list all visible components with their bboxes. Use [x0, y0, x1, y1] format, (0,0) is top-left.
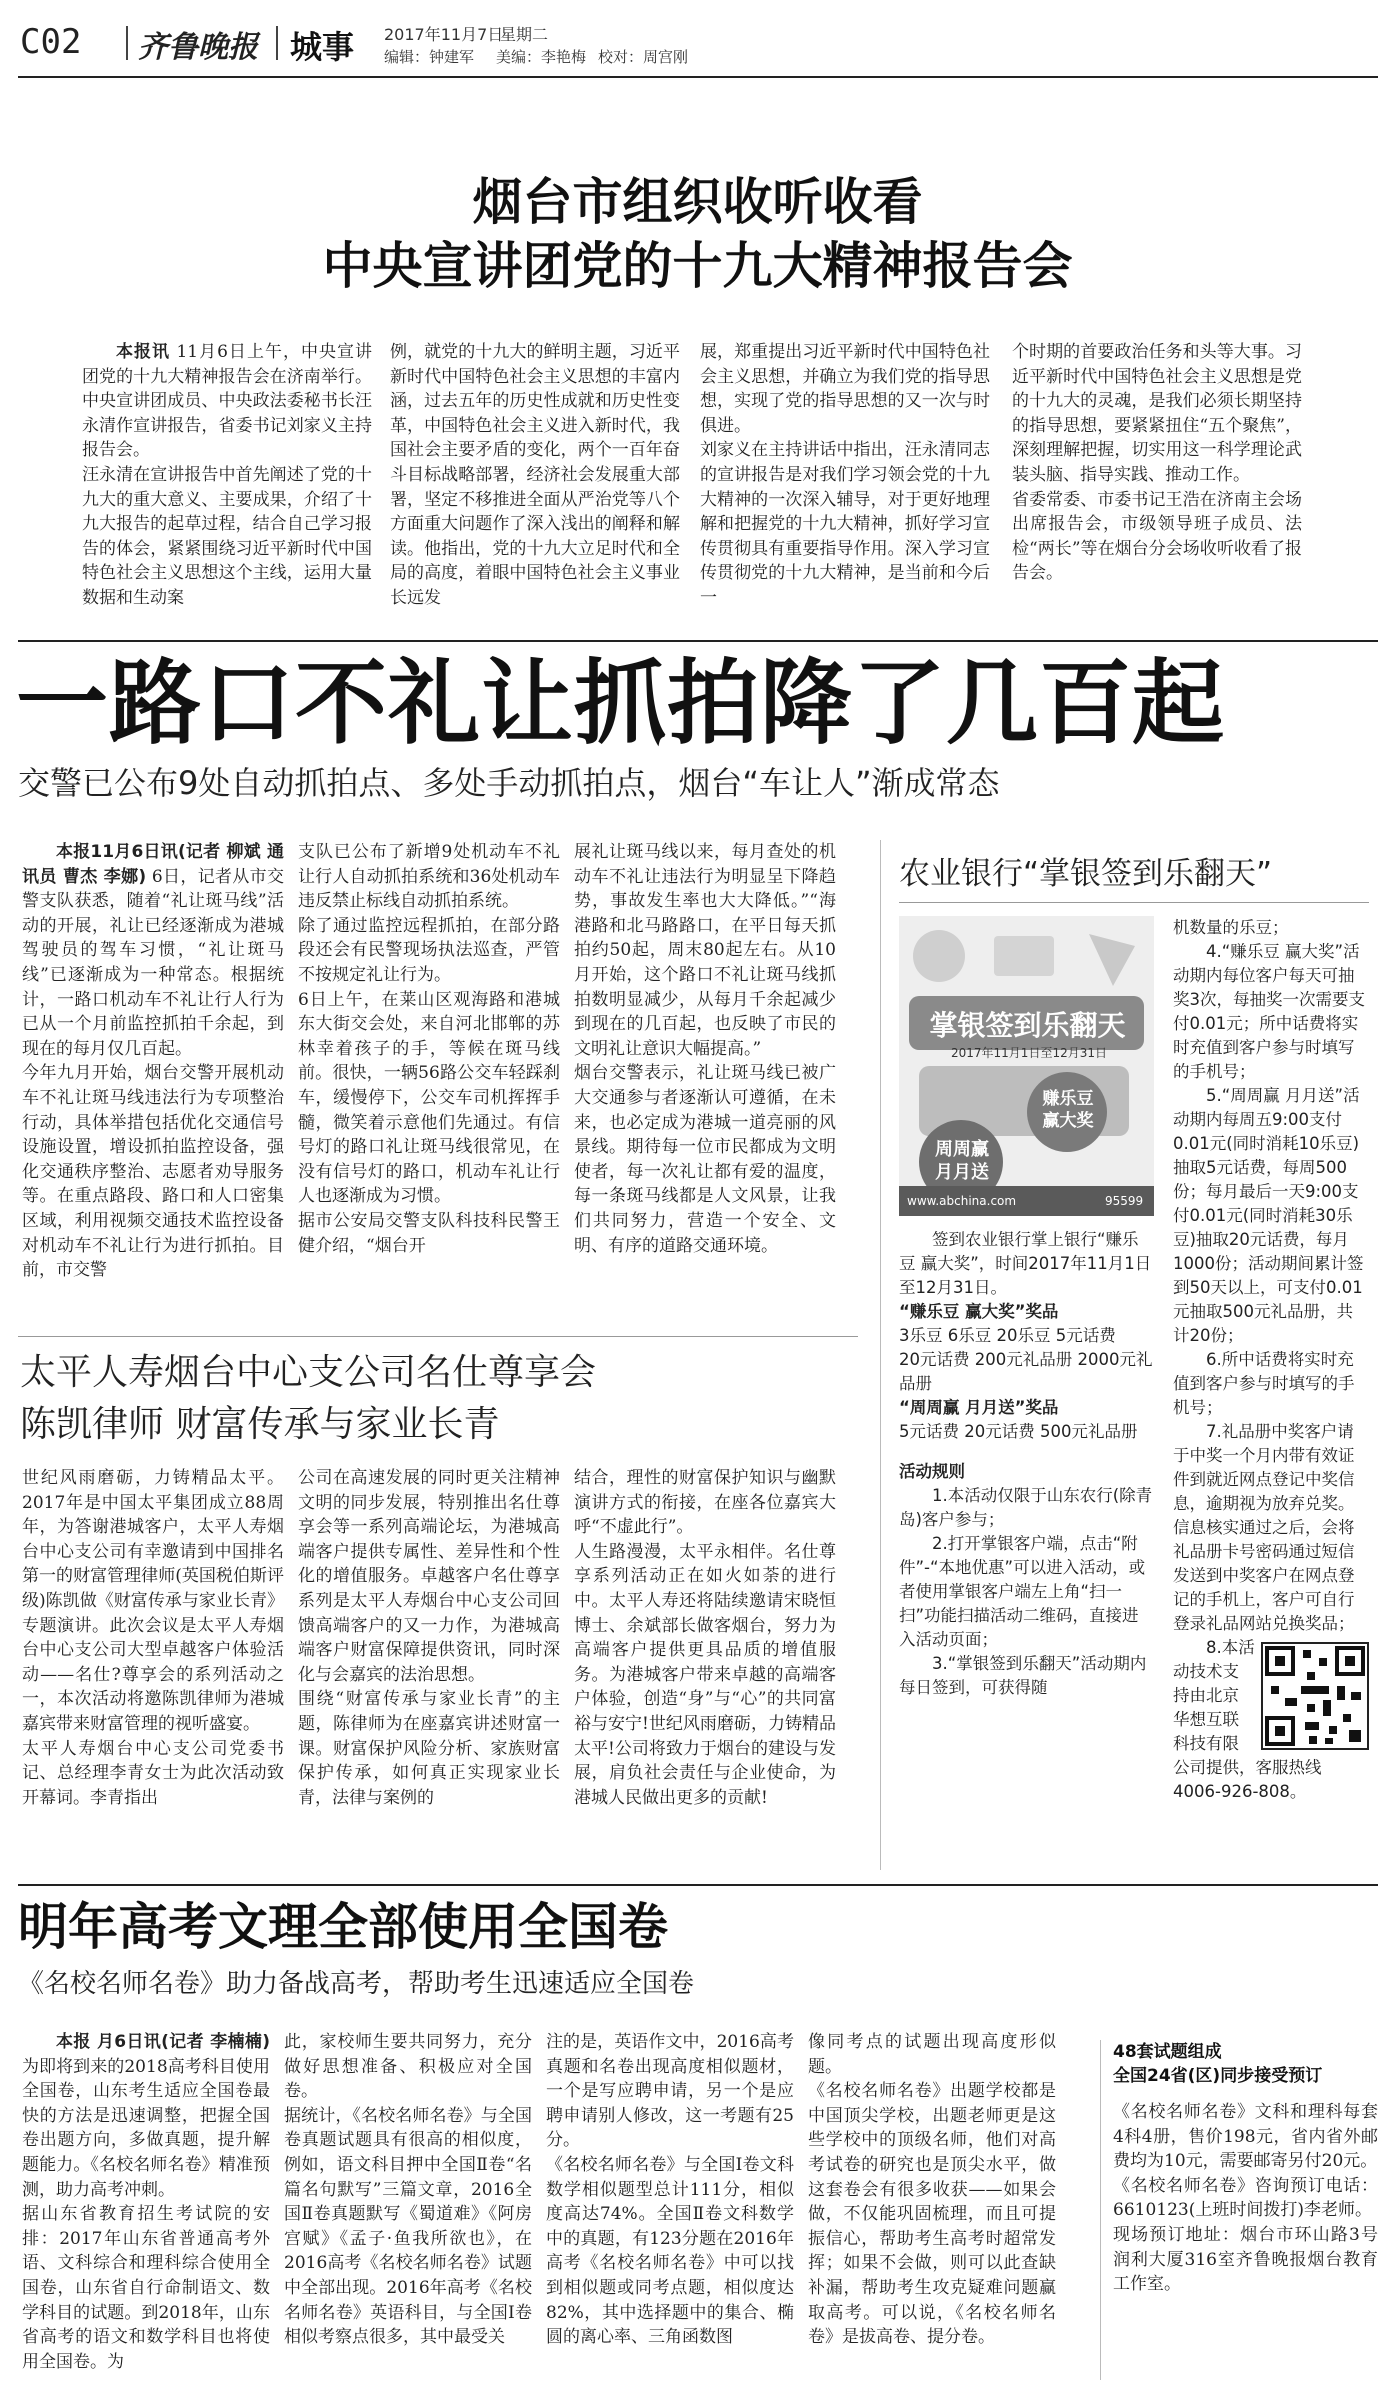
- order-box-title2: 全国24省(区)同步接受预订: [1113, 2066, 1323, 2086]
- header-divider: [276, 26, 278, 60]
- article2-subtitle: 交警已公布9处自动抓拍点、多处手动抓拍点，烟台“车让人”渐成常态: [18, 764, 1000, 802]
- page-header: [18, 20, 1378, 68]
- article2-col-3: 展礼让斑马线以来，每月查处的机动车不礼让违法行为明显呈下降趋势，事故发生率也大大降低。”“海港路和北马路路口，在平日每天抓拍约50起，周末80起左右。从10月开始，这个路口不礼让斑马线抓拍数明显减少，从每月千余起减少到现在的几百起，也反映了市民的文明礼让意识大幅提高。” 烟台交警表示，礼让斑马线已被广大交通参与者逐渐认可遵循，在未来，也必定成为港城一道亮丽的风景线。期待每一位市民都成为文明使者，每一次礼让都有爱的温度，每一条斑马线都是人文风景，让我们共同努力，营造一个安全、文明、有序的道路交通环境。: [574, 842, 836, 1256]
- bank-ad-title-rule: [899, 902, 1369, 903]
- ad-left-line: 1.本活动仅限于山东农行(除青岛)客户参与；: [899, 1486, 1153, 1529]
- article4-subtitle: 《名校名师名卷》助力备战高考，帮助考生迅速适应全国卷: [18, 1969, 695, 1999]
- bank-ad-left-col: [899, 1228, 1154, 1868]
- article4-col-2: 此，家校师生要共同努力，充分做好思想准备、积极应对全国卷。 据统计，《名校名师名卷》与全国卷真题试题具有很高的相似度，例如，语文科目押中全国Ⅱ卷“名篇名句默写”三篇文章，2016全国Ⅱ卷真题默写《蜀道难》《阿房宫赋》《孟子·鱼我所欲也》，在2016高考《名校名师名卷》试题中全部出现。2016年高考《名校名师名卷》英语科目，与全国Ⅰ卷相似考察点很多，其中最受关: [284, 2032, 532, 2348]
- promo-main-text: 掌银签到乐翻天: [929, 1009, 1126, 1042]
- ad-right-line: 7.礼品册中奖客户请于中奖一个月内带有效证件到就近网点登记中奖信息，逾期视为放弃兑奖。信息核实通过之后，会将礼品册卡号密码通过短信发送到中奖客户在网点登记的手机上，客户可自行登录礼品网站兑换奖品；: [1173, 1422, 1355, 1633]
- ad-right-line: 5.“周周赢 月月送”活动期内每周五9:00支付0.01元(同时消耗10乐豆)抽取5元话费，每周500份；每月最后一天9:00支付0.01元(同时消耗30乐豆)抽取20元话费，每月1000份；活动期间累计签到50天以上，可支付0.01元抽取500元礼品册，共计20份；: [1173, 1086, 1364, 1345]
- ad-left-line: 20元话费 200元礼品册 2000元礼品册: [899, 1350, 1153, 1393]
- art-credit: 美编：李艳梅: [496, 48, 587, 66]
- ad-left-line: 活动规则: [899, 1462, 965, 1481]
- article2-title: 一路口不礼让抓拍降了几百起: [16, 650, 1226, 757]
- article3-col-2: 公司在高速发展的同时更关注精神文明的同步发展，特别推出名仕尊享会等一系列高端论坛，为港城高端客户提供专属性、差异性和个性化的增值服务。卓越客户名仕尊享系列是太平人寿烟台中心支公司回馈高端客户的又一力作，为港城高端客户财富保障提供资讯，同时深化与会嘉宾的法治思想。 围绕“财富传承与家业长青”的主题，陈律师为在座嘉宾讲述财富一课。财富保护风险分析、家族财富保护传承，如何真正实现家业长青，法律与案例的: [298, 1468, 560, 1808]
- article2-lead: 本报11月6日讯(记者 柳斌 通讯员 曹杰 李娜): [22, 842, 284, 887]
- promo-phone: 95599: [1105, 1194, 1144, 1208]
- section-rule: [18, 1884, 1378, 1886]
- article2-text: 6日，记者从市交警支队获悉，随着“礼让斑马线”活动的开展，礼让已经逐渐成为港城驾驶员的驾车习惯，“礼让斑马线”已逐渐成为一种常态。根据统计，一路口机动车不礼让行人行为已从一个月前监控抓拍千余起，到现在的每月仅几百起。 今年九月开始，烟台交警开展机动车不礼让斑马线违法行为专项整治行动，具体举措包括优化交通信号设施设置，增设抓拍监控设备，强化交通秩序整治、志愿者劝导服务等。在重点路段、路口和人口密集区域，利用视频交通技术监控设备对机动车不礼让行为进行抓拍。目前，市交警: [22, 866, 284, 1281]
- article1-text: 11月6日上午，中央宣讲团党的十九大精神报告会在济南举行。中央宣讲团成员、中央政法委秘书长汪永清作宣讲报告，省委书记刘家义主持报告会。 汪永清在宣讲报告中首先阐述了党的十九大的重大意义、主要成果，介绍了十九大报告的起草过程，结合自己学习报告的体会，紧紧围绕习近平新时代中国特色社会主义思想这个主线，运用大量数据和生动案: [82, 342, 373, 608]
- header-divider: [126, 26, 128, 60]
- issue-weekday: 星期二: [500, 25, 549, 44]
- editor-credit: 编辑：钟建军: [384, 48, 475, 66]
- article4-col-1: [22, 2030, 270, 2380]
- article1-col-2: 例，就党的十九大的鲜明主题，习近平新时代中国特色社会主义思想的丰富内涵，过去五年的历史性成就和历史性变革，中国特色社会主义进入新时代，我国社会主要矛盾的变化，两个一百年奋斗目标战略部署，经济社会发展重大部署，坚定不移推进全面从严治党等八个方面重大问题作了深入浅出的阐释和解读。他指出，党的十九大立足时代和全局的高度，着眼中国特色社会主义事业长远发: [390, 342, 680, 608]
- article3-title-line2: 陈凯律师 财富传承与家业长青: [20, 1404, 500, 1445]
- order-box-body: 《名校名师名卷》文科和理科每套4科4册，售价198元，省内省外邮费均为10元，需要邮寄另付20元。 《名校名师名卷》咨询预订电话：6610123(上班时间拨打)李老师。 现场预订地址：烟台市环山路3号润利大厦316室齐鲁晚报烟台教育工作室。: [1113, 2102, 1378, 2295]
- section-rule: [18, 1336, 858, 1337]
- bank-ad-promo-image: [899, 916, 1154, 1216]
- header-rule: [18, 76, 1378, 78]
- article1-col-1: [82, 340, 373, 608]
- bank-ad-right-col: [1173, 916, 1369, 1866]
- ad-qr-code: [1261, 1642, 1369, 1750]
- issue-date: 2017年11月7日: [384, 25, 504, 44]
- ad-left-line: “赚乐豆 赢大奖”奖品: [899, 1302, 1059, 1321]
- article1-col-3: 展，郑重提出习近平新时代中国特色社会主义思想，并确立为我们党的指导思想，实现了党的指导思想的又一次与时俱进。 刘家义在主持讲话中指出，汪永清同志的宣讲报告是对我们学习领会党的十九大精神的一次深入辅导，对于更好地理解和把握党的十九大精神，抓好学习宣传贯彻具有重要指导作用。深入学习宣传贯彻党的十九大精神，是当前和今后一: [700, 342, 990, 608]
- page-number: C02: [20, 22, 82, 62]
- article1-title-line2: 中央宣讲团党的十九大精神报告会: [322, 236, 1073, 295]
- order-box-title1: 48套试题组成: [1113, 2042, 1222, 2062]
- article4-text: 为即将到来的2018高考科目使用全国卷，山东考生适应全国卷最快的方法是迅速调整，把握全国卷出题方向，多做真题，提升解题能力。《名校名师名卷》精准预测，助力高考冲刺。 据山东省教育招生考试院的安排：2017年山东省普通高考外语、文科综合和理科综合使用全国卷，山东省自行命制语文、数学科目的试题。到2018年，山东省高考的语文和数学科目也将使用全国卷。为: [22, 2056, 270, 2372]
- bank-ad: [880, 840, 1378, 1870]
- article2-col-2: 支队已公布了新增9处机动车不礼让行人自动抓拍系统和36处机动车违反禁止标线自动抓拍系统。 除了通过监控远程抓拍，在部分路段还会有民警现场执法巡查，严管不按规定礼让行为。 6日上午，在莱山区观海路和港城东大街交会处，来自河北邯郸的苏林幸着孩子的手，等候在斑马线前。很快，一辆56路公交车轻踩刹车，缓慢停下，公交车司机挥挥手髓，微笑着示意他们先通过。有信号灯的路口礼让斑马线很常见，在没有信号灯的路口，机动车礼让行人也逐渐成为习惯。 据市公安局交警支队科技科民警王健介绍，“烟台开: [298, 842, 560, 1256]
- article3-title-line1: 太平人寿烟台中心支公司名仕尊享会: [20, 1352, 597, 1393]
- section-rule: [18, 640, 1378, 642]
- article4-lead: 本报 月6日讯(记者 李楠楠): [56, 2032, 270, 2052]
- section-name: 城事: [290, 28, 355, 66]
- proof-credit: 校对：周宫刚: [598, 48, 689, 66]
- promo-url: www.abchina.com: [907, 1194, 1017, 1208]
- promo-date-text: 2017年11月1日至12月31日: [951, 1046, 1107, 1060]
- bank-ad-title: 农业银行“掌银签到乐翻天”: [899, 856, 1273, 892]
- promo-badge-earn: 赚乐豆 赢大奖: [1042, 1089, 1094, 1131]
- ad-right-line: 8.本活动技术支持由北京华想互联科技有限公司提供，客服热线4006-926-808。: [1173, 1638, 1322, 1801]
- ad-right-line: 4.“赚乐豆 赢大奖”活动期内每位客户每天可抽奖3次，每抽奖一次需要支付0.01元；所中话费将实时充值到客户参与时填写的手机号；: [1173, 942, 1365, 1081]
- article3-col-1: 世纪风雨磨砺，力铸精品太平。2017年是中国太平集团成立88周年，为答谢港城客户，太平人寿烟台中心支公司有幸邀请到中国排名第一的财富管理律师(英国税伯斯评级)陈凯做《财富传承与家业长青》专题演讲。此次会议是太平人寿烟台中心支公司大型卓越客户体验活动——名仕?尊享会的系列活动之一，本次活动将邀陈凯律师为港城嘉宾带来财富管理的视听盛宴。 太平人寿烟台中心支公司党委书记、总经理李青女士为此次活动致开幕词。李青指出: [22, 1468, 284, 1808]
- ad-right-line: 机数量的乐豆；: [1173, 918, 1289, 937]
- ad-left-line: 3.“掌银签到乐翻天”活动期内每日签到，可获得随: [899, 1654, 1147, 1697]
- ad-left-line: 签到农业银行掌上银行“赚乐豆 赢大奖”，时间2017年11月1日至12月31日。: [899, 1230, 1152, 1297]
- article1-lead: 本报讯: [116, 342, 171, 362]
- paper-name: 齐鲁晚报: [138, 30, 258, 65]
- article4-col-3: 注的是，英语作文中，2016高考真题和名卷出现高度相似题材，一个是写应聘申请，另一个是应聘申请别人修改，这一考题有25分。 《名校名师名卷》与全国Ⅰ卷文科数学相似题型总计111分，相似度高达74%。全国Ⅱ卷文科数学中的真题，有123分题在2016年高考《名校名师名卷》中可以找到相似题或同考点题，相似度达82%，其中选择题中的集合、椭圆的离心率、三角函数图: [546, 2032, 794, 2348]
- article2-col-1: [22, 840, 284, 1318]
- article1-col-4: 个时期的首要政治任务和头等大事。习近平新时代中国特色社会主义思想是党的十九大的灵魂，是我们必须长期坚持的指导思想，要紧紧扭住“五个聚焦”，深刻理解把握，切实用这一科学理论武装头脑、指导实践、推动工作。 省委常委、市委书记王浩在济南主会场出席报告会，市级领导班子成员、法检“两长”等在烟台分会场收听收看了报告会。: [1012, 342, 1302, 584]
- article4-title: 明年高考文理全部使用全国卷: [18, 1898, 668, 1956]
- ad-left-line: 2.打开掌银客户端，点击“附件”-“本地优惠”可以进入活动，或者使用掌银客户端左上角“扫一扫”功能扫描活动二维码，直接进入活动页面；: [899, 1534, 1146, 1649]
- article1-title-line1: 烟台市组织收听收看: [472, 172, 923, 231]
- ad-right-line: 6.所中话费将实时充值到客户参与时填写的手机号；: [1173, 1350, 1355, 1417]
- qr-code-icon: [1263, 1644, 1367, 1748]
- ad-left-line: 5元话费 20元话费 500元礼品册: [899, 1422, 1138, 1441]
- ad-left-line: 3乐豆 6乐豆 20乐豆 5元话费: [899, 1326, 1116, 1345]
- promo-badge-weekly: 周周赢 月月送: [935, 1139, 989, 1183]
- article4-col-4: 像同考点的试题出现高度形似题。 《名校名师名卷》出题学校都是中国顶尖学校，出题老师更是这些学校中的顶级名师，他们对高考试卷的研究也是顶尖水平，做这套卷会有很多收获——如果会做，不仅能巩固梳理，而且可提振信心，帮助考生高考时超常发挥；如果不会做，则可以此查缺补漏，帮助考生攻克疑难问题赢取高考。可以说，《名校名师名卷》是拔高卷、提分卷。: [808, 2032, 1056, 2348]
- article4-order-box: [1100, 2040, 1378, 2380]
- ad-left-line: “周周赢 月月送”奖品: [899, 1398, 1059, 1417]
- article3-col-3: 结合，理性的财富保护知识与幽默演讲方式的衔接，在座各位嘉宾大呼“不虚此行”。 人生路漫漫，太平永相伴。名仕尊享系列活动正在如火如荼的进行中。太平人寿还将陆续邀请宋晓恒博士、余斌部长做客烟台，努力为高端客户提供更具品质的增值服务。为港城客户带来卓越的高端客户体验，创造“身”与“心”的共同富裕与安宁!世纪风雨磨砺，力铸精品太平!公司将致力于烟台的建设与发展，肩负社会责任与企业使命，为港城人民做出更多的贡献!: [574, 1468, 836, 1808]
